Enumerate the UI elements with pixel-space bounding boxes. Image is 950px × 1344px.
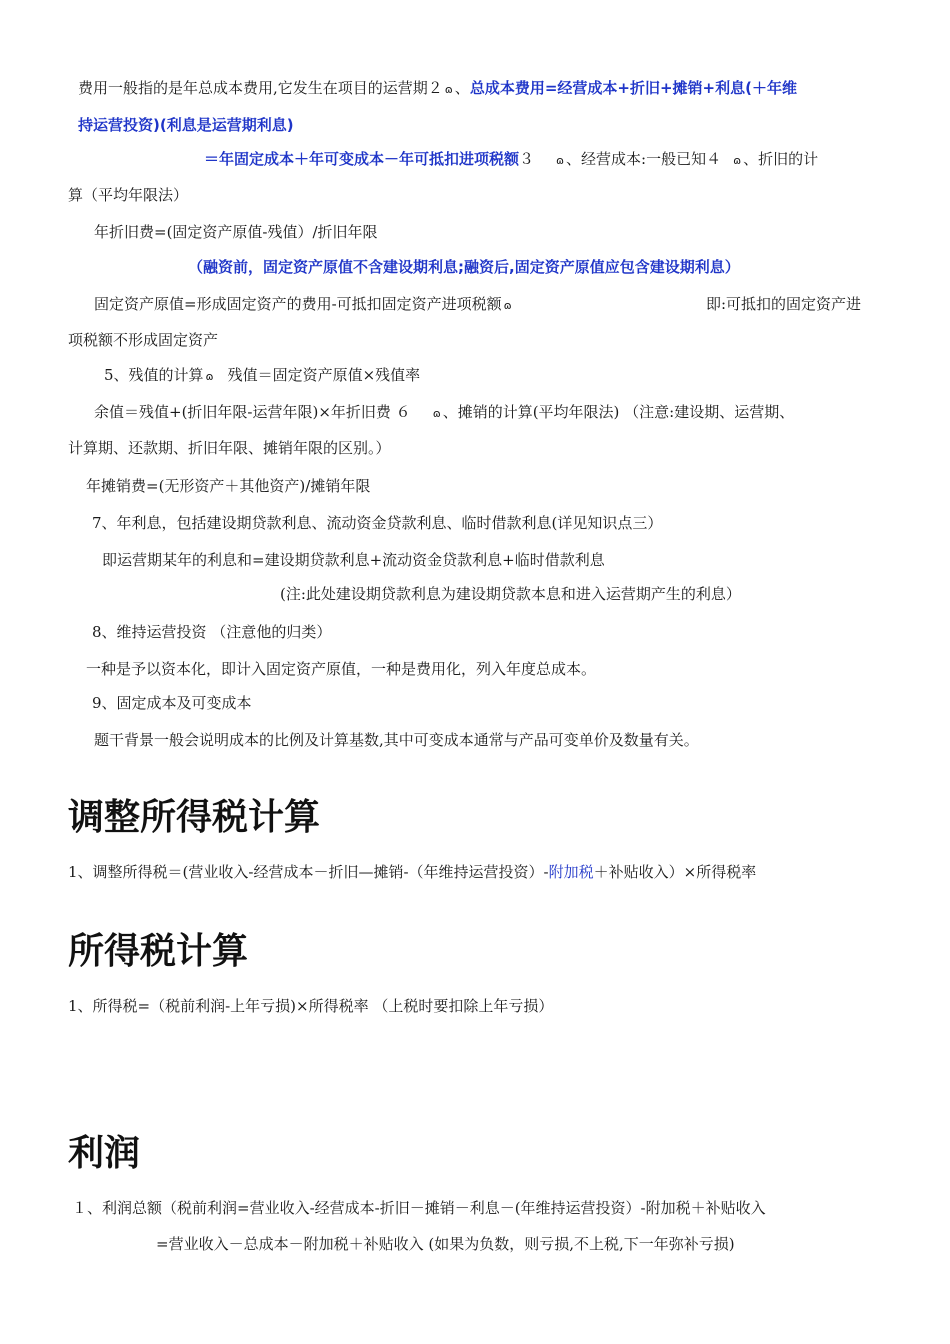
line-text: 固定资产原值=形成固定资产的费用-可抵扣固定资产进项税额 bbox=[94, 295, 502, 313]
text-line-6: （融资前，固定资产原值不含建设期利息;融资后,固定资产原值应包含建设期利息） bbox=[188, 258, 740, 276]
line-text: 、 bbox=[454, 79, 470, 97]
line-text: ＋补贴收入）×所得税率 bbox=[593, 863, 757, 881]
symbol-glyph-icon: ɷ bbox=[205, 370, 214, 383]
symbol-glyph-icon: ɷ bbox=[444, 83, 453, 96]
line-text: 、经营成本:一般已知４ bbox=[566, 150, 722, 168]
text-line-17: 一种是予以资本化，即计入固定资产原值，一种是费用化，列入年度总成本。 bbox=[86, 660, 597, 678]
text-line-12: 年摊销费=(无形资产＋其他资产)/摊销年限 bbox=[86, 477, 371, 495]
text-line-19: 题干背景一般会说明成本的比例及计算基数,其中可变成本通常与产品可变单价及数量有关。 bbox=[94, 731, 699, 749]
formula-highlight: ＝年固定成本＋年可变成本－年可抵扣进项税额 bbox=[204, 150, 520, 168]
text-line-5: 年折旧费=(固定资产原值-残值）/折旧年限 bbox=[94, 223, 378, 241]
text-line-3 bbox=[204, 149, 818, 171]
line-text: 、折旧的计 bbox=[743, 150, 819, 168]
text-line-14: 即运营期某年的利息和=建设期贷款利息+流动资金贷款利息+临时借款利息 bbox=[102, 551, 605, 569]
text-line-4: 算（平均年限法） bbox=[68, 186, 189, 204]
text-line-9 bbox=[104, 365, 420, 387]
text-line-13: 7、年利息，包括建设期贷款利息、流动资金贷款利息、临时借款利息(详见知识点三） bbox=[92, 514, 663, 532]
income-tax-formula: 1、所得税=（税前利润-上年亏损)×所得税率 （上税时要扣除上年亏损） bbox=[68, 997, 554, 1015]
text-line-18: 9、固定成本及可变成本 bbox=[92, 694, 252, 712]
text-line-16: 8、维持运营投资 （注意他的归类） bbox=[92, 623, 332, 641]
text-line-11: 计算期、还款期、折旧年限、摊销年限的区别。） bbox=[68, 439, 391, 457]
section-heading-profit: 利润 bbox=[68, 1133, 141, 1174]
line-text: 残值＝固定资产原值×残值率 bbox=[227, 366, 421, 384]
section-heading-income-tax: 所得税计算 bbox=[68, 931, 249, 972]
text-line-7 bbox=[94, 294, 514, 316]
profit-formula-line-1: １、利润总额（税前利润=营业收入-经营成本-折旧－摊销－利息－(年维持运营投资）-附加税＋补贴收入 bbox=[72, 1199, 766, 1217]
line-text: 费用一般指的是年总成本费用,它发生在项目的运营期２ bbox=[78, 79, 443, 97]
section-heading-adjusted-income-tax: 调整所得税计算 bbox=[68, 797, 321, 838]
profit-formula-line-2: =营业收入－总成本－附加税＋补贴收入 (如果为负数，则亏损,不上税,下一年弥补亏损) bbox=[156, 1235, 735, 1253]
symbol-glyph-icon: ɷ bbox=[503, 299, 512, 312]
line-text: 5、残值的计算 bbox=[104, 366, 204, 384]
text-line-2: 持运营投资)(利息是运营期利息) bbox=[78, 116, 294, 134]
symbol-glyph-icon: ɷ bbox=[733, 154, 742, 167]
formula-highlight: 总成本费用=经营成本+折旧+摊销+利息(＋年维 bbox=[469, 79, 797, 97]
line-text: ３ bbox=[519, 150, 535, 168]
formula-highlight: 附加税 bbox=[548, 863, 594, 881]
text-line-1 bbox=[78, 78, 797, 100]
line-text: 、摊销的计算(平均年限法) （注意:建设期、运营期、 bbox=[442, 403, 795, 421]
line-text: 1、调整所得税＝(营业收入-经营成本－折旧—摊销-（年维持运营投资）- bbox=[68, 863, 549, 881]
adjusted-tax-formula bbox=[68, 862, 756, 882]
text-line-15: (注:此处建设期贷款利息为建设期贷款本息和进入运营期产生的利息） bbox=[280, 585, 741, 603]
symbol-glyph-icon: ɷ bbox=[556, 154, 565, 167]
text-line-7b: 即:可抵扣的固定资产进 bbox=[706, 295, 862, 313]
text-line-8: 项税额不形成固定资产 bbox=[68, 331, 219, 349]
text-line-10 bbox=[94, 402, 794, 424]
symbol-glyph-icon: ɷ bbox=[432, 407, 441, 420]
line-text: 余值＝残值+(折旧年限-运营年限)×年折旧费 ６ bbox=[94, 403, 411, 421]
